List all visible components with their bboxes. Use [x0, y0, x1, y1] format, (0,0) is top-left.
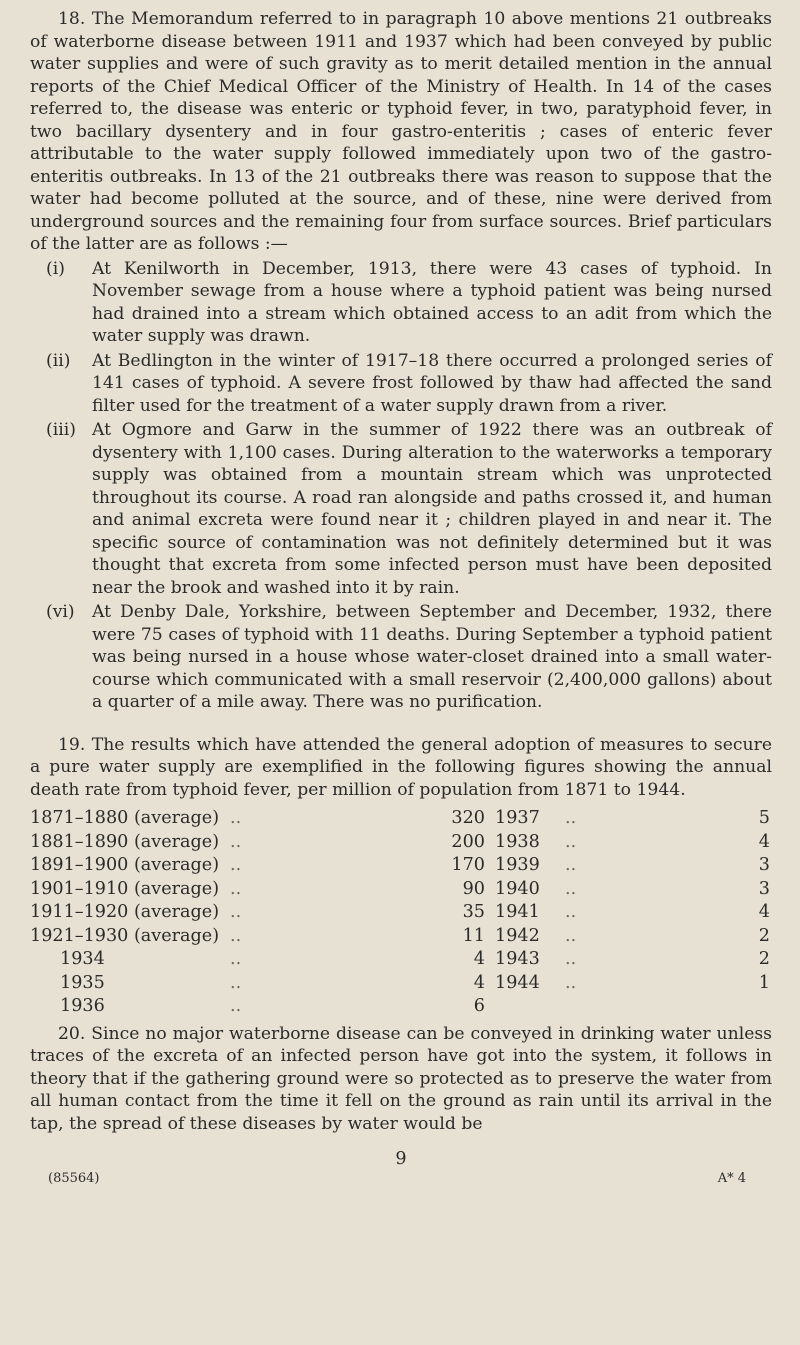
- table-row: [495, 925, 772, 949]
- item-text: At Denby Dale, Yorkshire, between September and December, 1932, there were 75 cases of typhoid with 11 deaths. During September a typhoid patient was being nursed in a house whose water-closet drained into a small water-course which communicated with a small reservoir (2,400,000 gallons) about a quarter of a mile away. There was no purification.: [92, 602, 772, 712]
- row-value: 5: [758, 808, 770, 828]
- row-value: 2: [758, 925, 770, 946]
- table-row: [495, 878, 772, 902]
- row-value: 4: [758, 902, 770, 922]
- table-row: [30, 807, 495, 831]
- footer-signature-mark: A* 4: [717, 1171, 746, 1186]
- row-value: 4: [473, 972, 485, 993]
- row-label: 1936: [60, 996, 105, 1016]
- row-value: 11: [462, 925, 485, 946]
- table-left-column: [30, 807, 495, 1019]
- row-label: 1891–1900 (average): [30, 855, 220, 875]
- row-label: 1942: [495, 925, 540, 946]
- table-row: [30, 925, 495, 949]
- row-value: 6: [473, 996, 485, 1016]
- table-row: [495, 831, 772, 855]
- table-right-column: [495, 807, 772, 1019]
- item-number: (ii): [46, 350, 71, 371]
- paragraph-20: 20. Since no major waterborne disease can be conveyed in drinking water unless traces of the excreta of an infected person have got into the system, it follows in theory that if the gathering ground were so protected as to preserve the water from all human contact from the time it fell on the ground as rain until its arrival in the tap, the spread of these diseases by water would be: [30, 1023, 772, 1134]
- table-row: [495, 807, 772, 831]
- row-dots: ..: [230, 925, 242, 946]
- footer-code: (85564): [48, 1171, 100, 1186]
- row-dots: ..: [230, 878, 242, 899]
- row-value: 4: [758, 831, 770, 852]
- outbreak-item: [30, 419, 772, 599]
- row-value: 200: [451, 831, 485, 852]
- row-dots: ..: [565, 855, 577, 875]
- row-label: 1934: [60, 949, 105, 969]
- row-dots: ..: [565, 831, 577, 852]
- row-label: 1941: [495, 902, 540, 922]
- row-label: 1937: [495, 808, 540, 828]
- page-footer: [30, 1171, 772, 1186]
- row-label: 1871–1880 (average): [30, 808, 220, 828]
- item-text: At Bedlington in the winter of 1917–18 there occurred a prolonged series of 141 cases of typhoid. A severe frost followed by thaw had affected the sand filter used for the treatment of a water supply drawn from a river.: [92, 350, 772, 416]
- row-dots: ..: [565, 925, 577, 946]
- row-dots: ..: [230, 972, 242, 993]
- table-row: [30, 831, 495, 855]
- paragraph-19: 19. The results which have attended the general adoption of measures to secure a pure water supply are exemplified in the following figures showing the annual death rate from typhoid fever, per million of population from 1871 to 1944.: [30, 734, 772, 800]
- row-value: 1: [758, 972, 770, 993]
- outbreak-item: [30, 350, 772, 418]
- table-row: [495, 948, 772, 972]
- row-dots: ..: [230, 949, 242, 969]
- row-value: 2: [758, 949, 770, 969]
- row-value: 320: [451, 808, 485, 828]
- paragraph-18: 18. The Memorandum referred to in paragraph 10 above mentions 21 outbreaks of waterborne disease between 1911 and 1937 which had been conveyed by public water supplies and were of such gravity as to merit detailed mention in the annual reports of the Chief Medical Officer of the Ministry of Health. In 14 of the cases referred to, the disease was enteric or typhoid fever, in two, paratyphoid fever, in two bacillary dysentery and in four gastro-enteritis ; cases of enteric fever attributable to the water supply followed immediately upon two of the gastro-enteritis outbreaks. In 13 of the 21 outbreaks there was reason to suppose that the water had become polluted at the source, and of these, nine were derived from underground sources and the remaining four from surface sources. Brief particulars of the latter are as follows :—: [30, 9, 772, 254]
- table-row: [30, 972, 495, 996]
- row-label: 1943: [495, 949, 540, 969]
- outbreak-item: [30, 601, 772, 714]
- row-dots: ..: [565, 878, 577, 899]
- row-label: 1901–1910 (average): [30, 878, 220, 899]
- table-row: [495, 901, 772, 925]
- row-label: 1935: [60, 972, 105, 993]
- outbreak-item: [30, 258, 772, 348]
- row-value: 3: [758, 855, 770, 875]
- death-rate-table: [30, 807, 772, 1019]
- table-row: [30, 995, 495, 1019]
- row-label: 1940: [495, 878, 540, 899]
- row-label: 1911–1920 (average): [30, 902, 220, 922]
- table-row: [30, 901, 495, 925]
- row-value: 90: [462, 878, 485, 899]
- row-label: 1921–1930 (average): [30, 925, 220, 946]
- row-dots: ..: [230, 996, 242, 1016]
- item-text: At Kenilworth in December, 1913, there were 43 cases of typhoid. In November sewage from a house where a typhoid patient was being nursed had drained into a stream which obtained access to an adit from which the water supply was drawn.: [92, 258, 772, 346]
- row-value: 170: [451, 855, 485, 875]
- row-dots: ..: [565, 972, 577, 993]
- row-value: 3: [758, 878, 770, 899]
- item-number: (i): [46, 258, 65, 279]
- row-dots: ..: [230, 855, 242, 875]
- item-number: (iii): [46, 420, 76, 440]
- row-dots: ..: [230, 808, 242, 828]
- row-dots: ..: [565, 902, 577, 922]
- page-number: 9: [395, 1149, 407, 1169]
- row-dots: ..: [565, 808, 577, 828]
- row-dots: ..: [565, 949, 577, 969]
- row-dots: ..: [230, 902, 242, 922]
- row-dots: ..: [230, 831, 242, 852]
- table-row: [30, 878, 495, 902]
- row-label: 1939: [495, 855, 540, 875]
- table-row: [495, 854, 772, 878]
- row-label: 1881–1890 (average): [30, 831, 220, 852]
- row-label: 1938: [495, 831, 540, 852]
- table-row: [30, 854, 495, 878]
- row-value: 35: [462, 902, 485, 922]
- table-row: [30, 948, 495, 972]
- row-value: 4: [473, 949, 485, 969]
- outbreak-list: [30, 258, 772, 714]
- row-label: 1944: [495, 972, 540, 993]
- table-row: [495, 972, 772, 996]
- item-number: (vi): [46, 602, 75, 622]
- item-text: At Ogmore and Garw in the summer of 1922 there was an outbreak of dysentery with 1,100 cases. During alteration to the waterworks a temporary supply was obtained from a mountain stream which was unprotected throughout its course. A road ran alongside and paths crossed it, and human and animal excreta were found near it ; children played in and near it. The specific source of contamination was not definitely determined but it was thought that excreta from some infected person must have been deposited near the brook and washed into it by rain.: [92, 420, 772, 598]
